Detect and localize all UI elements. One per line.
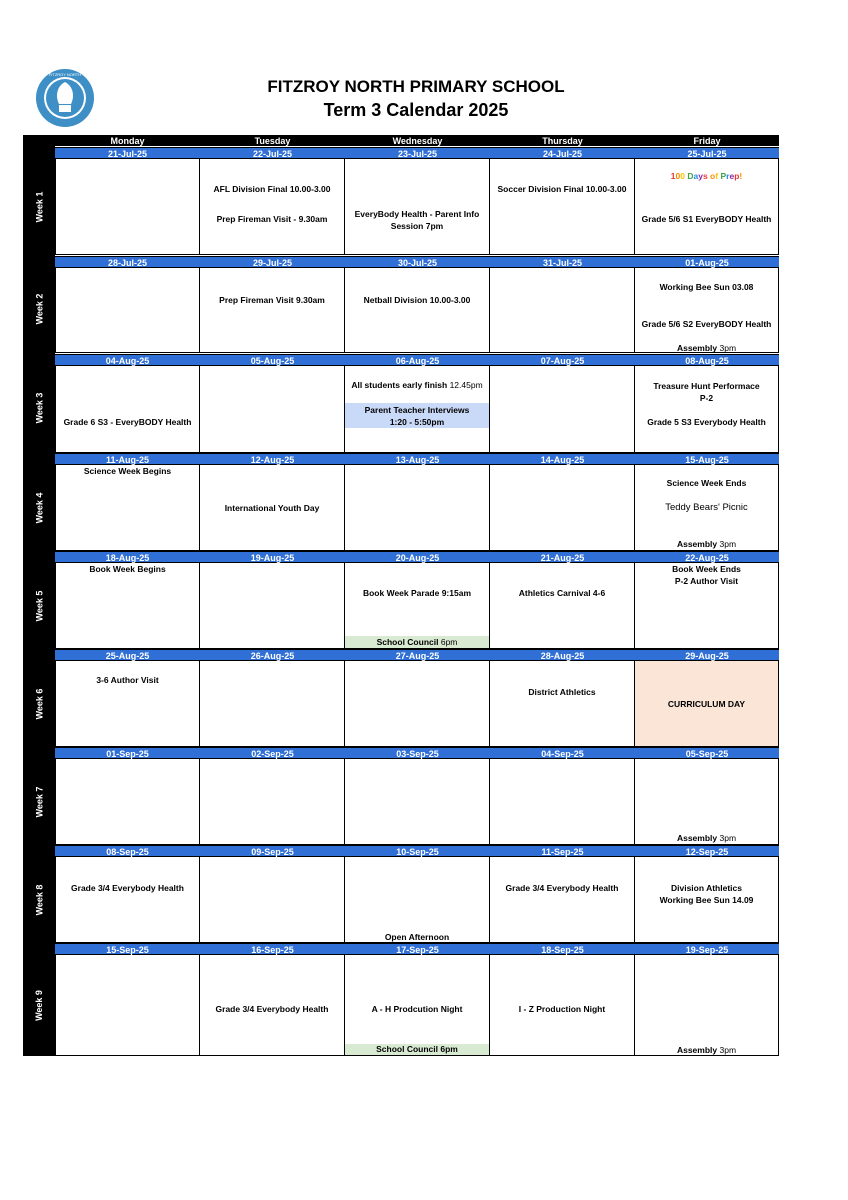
day-cell bbox=[635, 465, 779, 551]
date-cell: 01-Aug-25 bbox=[635, 256, 779, 268]
day-cell bbox=[490, 268, 635, 353]
day-cell bbox=[345, 955, 490, 1056]
day-cell bbox=[200, 955, 345, 1056]
day-header-thursday: Thursday bbox=[490, 135, 635, 146]
day-cell bbox=[200, 159, 345, 255]
date-cell: 08-Aug-25 bbox=[635, 354, 779, 366]
day-cell bbox=[490, 465, 635, 551]
event: Teddy Bears' Picnic bbox=[665, 502, 748, 513]
week-label: Week 6 bbox=[33, 688, 44, 720]
day-cell bbox=[490, 955, 635, 1056]
event: 3-6 Author Visit bbox=[96, 675, 159, 685]
date-cell: 28-Aug-25 bbox=[490, 649, 635, 661]
date-cell: 14-Aug-25 bbox=[490, 453, 635, 465]
event: District Athletics bbox=[528, 687, 596, 697]
day-cell bbox=[635, 268, 779, 353]
date-cell: 22-Jul-25 bbox=[200, 147, 345, 159]
day-cell bbox=[490, 159, 635, 255]
date-cell: 03-Sep-25 bbox=[345, 747, 490, 759]
date-cell: 20-Aug-25 bbox=[345, 551, 490, 563]
event: Soccer Division Final 10.00-3.00 bbox=[497, 184, 627, 194]
date-cell: 19-Aug-25 bbox=[200, 551, 345, 563]
week-label: Week 8 bbox=[33, 884, 44, 916]
date-cell: 29-Aug-25 bbox=[635, 649, 779, 661]
day-cell bbox=[635, 563, 779, 649]
day-cell bbox=[345, 857, 490, 943]
week-label: Week 2 bbox=[33, 293, 44, 325]
calendar-title: Term 3 Calendar 2025 bbox=[323, 100, 509, 120]
day-cell bbox=[490, 563, 635, 649]
date-cell: 10-Sep-25 bbox=[345, 845, 490, 857]
day-cell bbox=[490, 759, 635, 845]
date-cell: 02-Sep-25 bbox=[200, 747, 345, 759]
day-cell bbox=[55, 268, 200, 353]
date-cell: 13-Aug-25 bbox=[345, 453, 490, 465]
day-cell bbox=[55, 159, 200, 255]
date-cell: 11-Aug-25 bbox=[55, 453, 200, 465]
day-header-tuesday: Tuesday bbox=[200, 135, 345, 146]
day-cell bbox=[200, 857, 345, 943]
date-cell: 18-Sep-25 bbox=[490, 943, 635, 955]
event-assembly: Assembly 3pm bbox=[676, 539, 737, 549]
day-cell bbox=[635, 159, 779, 255]
event: Parent Teacher Interviews bbox=[364, 405, 470, 415]
date-cell: 11-Sep-25 bbox=[490, 845, 635, 857]
day-header-monday: Monday bbox=[55, 135, 200, 146]
event: P-2 bbox=[699, 393, 714, 403]
date-cell: 04-Sep-25 bbox=[490, 747, 635, 759]
day-cell bbox=[200, 465, 345, 551]
date-cell: 27-Aug-25 bbox=[345, 649, 490, 661]
day-cell bbox=[635, 955, 779, 1056]
event: Book Week Begins bbox=[89, 564, 166, 574]
event: AFL Division Final 10.00-3.00 bbox=[213, 184, 331, 194]
date-cell: 04-Aug-25 bbox=[55, 354, 200, 366]
event: A - H Prodcution Night bbox=[371, 1004, 463, 1014]
day-cell bbox=[200, 661, 345, 747]
event: Prep Fireman Visit - 9.30am bbox=[216, 214, 328, 224]
corner-cell bbox=[23, 135, 55, 146]
date-cell: 24-Jul-25 bbox=[490, 147, 635, 159]
day-cell bbox=[55, 563, 200, 649]
svg-text:FITZROY NORTH: FITZROY NORTH bbox=[48, 72, 82, 77]
event: Grade 5/6 S1 EveryBODY Health bbox=[641, 214, 772, 224]
date-cell: 05-Sep-25 bbox=[635, 747, 779, 759]
day-cell bbox=[635, 759, 779, 845]
day-cell bbox=[490, 857, 635, 943]
event-assembly: Assembly 3pm bbox=[676, 833, 737, 843]
event: Grade 3/4 Everybody Health bbox=[71, 883, 184, 893]
council-highlight bbox=[345, 1044, 489, 1055]
day-cell bbox=[345, 759, 490, 845]
interviews-highlight bbox=[345, 403, 489, 428]
day-cell bbox=[200, 366, 345, 453]
day-cell bbox=[55, 366, 200, 453]
event: Grade 3/4 Everybody Health bbox=[215, 1004, 329, 1014]
event: International Youth Day bbox=[224, 503, 320, 513]
date-cell: 12-Aug-25 bbox=[200, 453, 345, 465]
day-cell bbox=[345, 465, 490, 551]
day-cell bbox=[200, 268, 345, 353]
date-cell: 05-Aug-25 bbox=[200, 354, 345, 366]
event: I - Z Production Night bbox=[518, 1004, 606, 1014]
week-label: Week 4 bbox=[33, 492, 44, 524]
event-assembly: Assembly 3pm bbox=[676, 343, 737, 353]
day-cell bbox=[55, 857, 200, 943]
date-cell: 15-Sep-25 bbox=[55, 943, 200, 955]
event: Grade 3/4 Everybody Health bbox=[505, 883, 619, 893]
event-100-days-of-prep: 100 Days of Prep! bbox=[670, 171, 743, 181]
event-early-finish: All students early finish 12.45pm bbox=[351, 380, 483, 390]
week-label: Week 3 bbox=[33, 392, 44, 424]
event: 1:20 - 5:50pm bbox=[389, 417, 445, 427]
event: Working Bee Sun 03.08 bbox=[659, 282, 754, 292]
date-cell: 16-Sep-25 bbox=[200, 943, 345, 955]
day-cell bbox=[345, 661, 490, 747]
event: Book Week Parade 9:15am bbox=[362, 588, 472, 598]
event: Netball Division 10.00-3.00 bbox=[363, 295, 471, 305]
date-cell: 21-Jul-25 bbox=[55, 147, 200, 159]
date-cell: 30-Jul-25 bbox=[345, 256, 490, 268]
week-label: Week 5 bbox=[33, 590, 44, 622]
day-cell bbox=[635, 857, 779, 943]
day-cell bbox=[55, 955, 200, 1056]
day-cell bbox=[345, 268, 490, 353]
event: CURRICULUM DAY bbox=[667, 699, 746, 709]
date-cell: 12-Sep-25 bbox=[635, 845, 779, 857]
date-cell: 15-Aug-25 bbox=[635, 453, 779, 465]
curriculum-day-cell bbox=[635, 661, 779, 747]
week-label: Week 1 bbox=[33, 191, 44, 223]
day-cell bbox=[490, 661, 635, 747]
event: P-2 Author Visit bbox=[674, 576, 739, 586]
event: Science Week Begins bbox=[83, 466, 172, 476]
date-cell: 22-Aug-25 bbox=[635, 551, 779, 563]
week-label: Week 7 bbox=[33, 786, 44, 818]
event: Treasure Hunt Performace bbox=[653, 381, 760, 391]
date-cell: 01-Sep-25 bbox=[55, 747, 200, 759]
day-cell bbox=[55, 465, 200, 551]
day-cell bbox=[490, 366, 635, 453]
event: Prep Fireman Visit 9.30am bbox=[219, 295, 325, 305]
day-cell bbox=[345, 366, 490, 453]
date-cell: 08-Sep-25 bbox=[55, 845, 200, 857]
day-cell bbox=[345, 159, 490, 255]
event-assembly: Assembly 3pm bbox=[676, 1045, 737, 1055]
date-cell: 23-Jul-25 bbox=[345, 147, 490, 159]
day-cell bbox=[200, 563, 345, 649]
event: Athletics Carnival 4-6 bbox=[518, 588, 606, 598]
date-cell: 25-Aug-25 bbox=[55, 649, 200, 661]
event: Working Bee Sun 14.09 bbox=[659, 895, 754, 905]
day-header-wednesday: Wednesday bbox=[345, 135, 490, 146]
date-cell: 09-Sep-25 bbox=[200, 845, 345, 857]
date-cell: 25-Jul-25 bbox=[635, 147, 779, 159]
date-cell: 31-Jul-25 bbox=[490, 256, 635, 268]
day-cell bbox=[55, 759, 200, 845]
day-header-friday: Friday bbox=[635, 135, 779, 146]
day-cell bbox=[345, 563, 490, 649]
school-name: FITZROY NORTH PRIMARY SCHOOL bbox=[267, 77, 565, 96]
day-cell bbox=[635, 366, 779, 453]
date-cell: 28-Jul-25 bbox=[55, 256, 200, 268]
day-cell bbox=[55, 661, 200, 747]
date-cell: 07-Aug-25 bbox=[490, 354, 635, 366]
event: Division Athletics bbox=[670, 883, 742, 893]
event: School Council 6pm bbox=[376, 1044, 458, 1054]
date-cell: 17-Sep-25 bbox=[345, 943, 490, 955]
day-cell bbox=[200, 759, 345, 845]
event: Grade 5/6 S2 EveryBODY Health bbox=[641, 319, 772, 329]
event: Open Afternoon bbox=[384, 932, 450, 942]
event: Grade 6 S3 - EveryBODY Health bbox=[63, 417, 192, 427]
event: EveryBody Health - Parent Info bbox=[354, 209, 480, 219]
event: Book Week Ends bbox=[672, 564, 741, 574]
event: Science Week Ends bbox=[666, 478, 747, 488]
council-highlight bbox=[345, 636, 489, 648]
week-label: Week 9 bbox=[33, 990, 44, 1021]
event-school-council: School Council 6pm bbox=[376, 637, 458, 647]
date-cell: 21-Aug-25 bbox=[490, 551, 635, 563]
date-cell: 29-Jul-25 bbox=[200, 256, 345, 268]
date-cell: 19-Sep-25 bbox=[635, 943, 779, 955]
event: Session 7pm bbox=[390, 221, 444, 231]
event: Grade 5 S3 Everybody Health bbox=[647, 417, 766, 427]
date-cell: 06-Aug-25 bbox=[345, 354, 490, 366]
date-cell: 26-Aug-25 bbox=[200, 649, 345, 661]
date-cell: 18-Aug-25 bbox=[55, 551, 200, 563]
